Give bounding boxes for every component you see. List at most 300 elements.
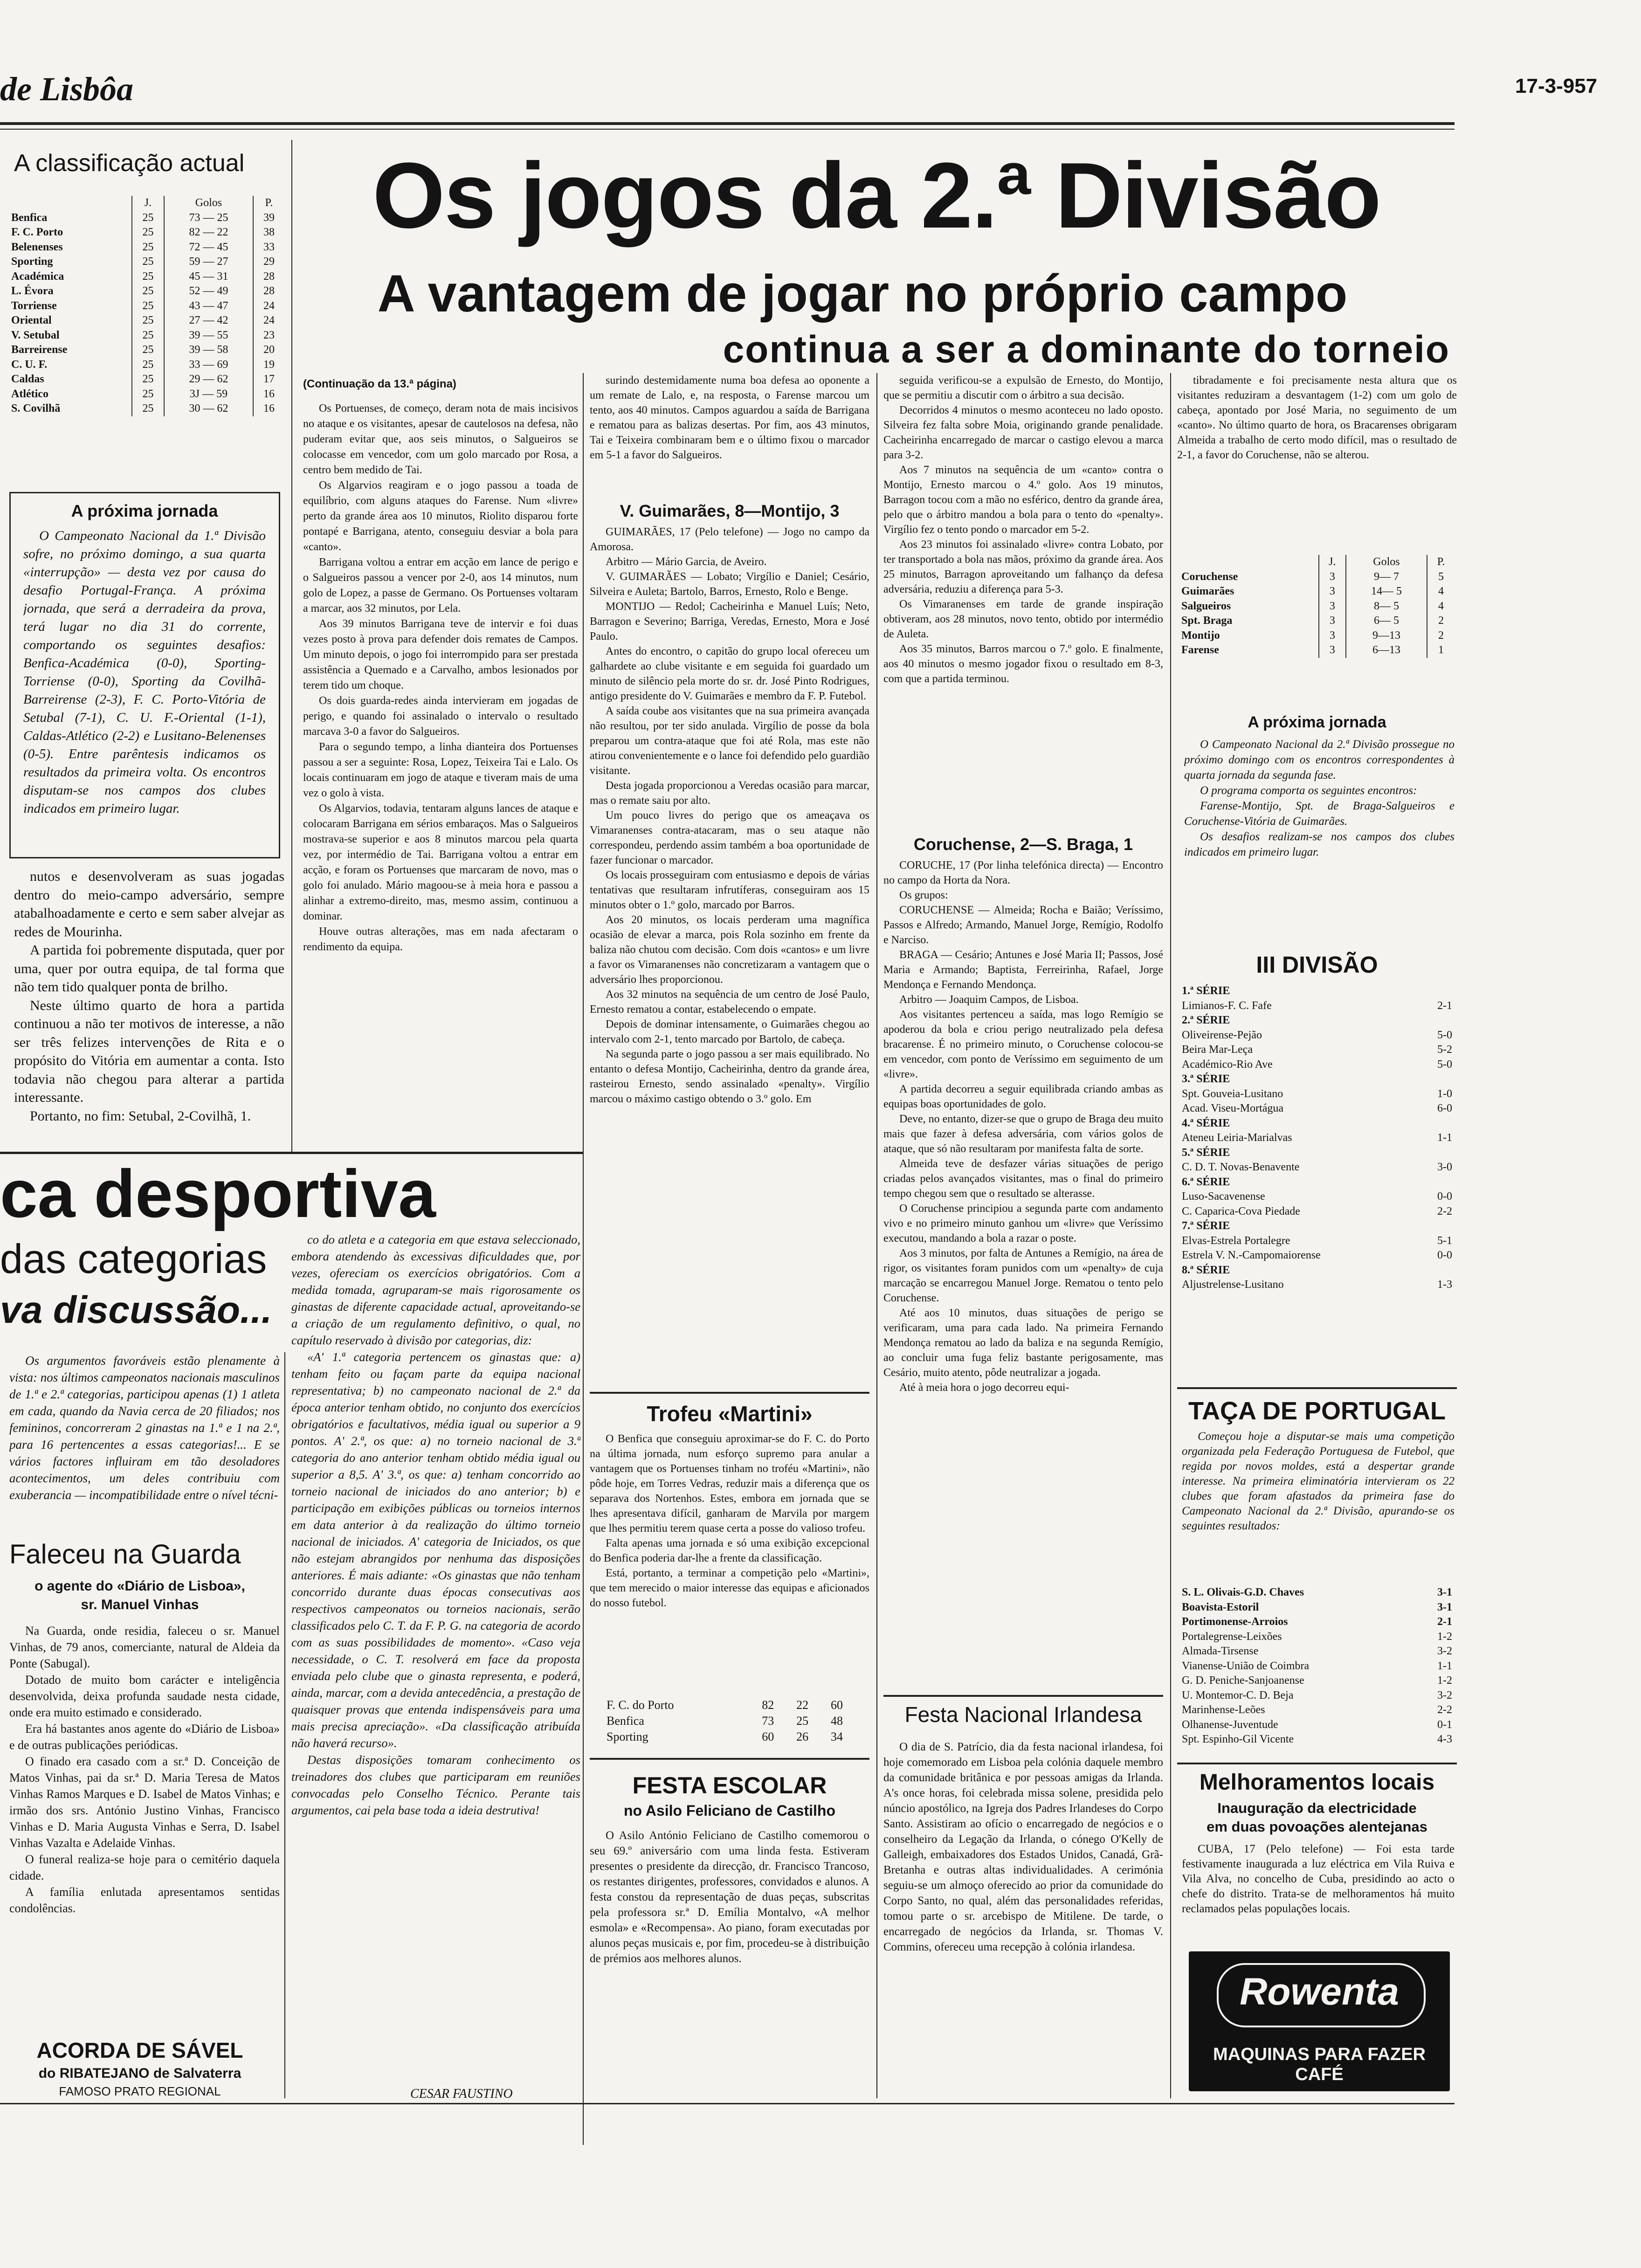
standings-row: [9, 240, 284, 255]
taca-result-row: [1182, 1600, 1452, 1615]
taca-result-row: [1182, 1718, 1452, 1733]
standings-goals: 3J — 59: [164, 387, 253, 402]
article-paragraph: Começou hoje a disputar-se mais uma competição organizada pela Federação Portuguesa de Futebol, que regida por novos moldes, está a despertar grande interesse. Na primeira eliminatória intervieram os 22 clubes que foram afastados da primeira fase do Campeonato Nacional da 2.ª Divisão, apurando-se os seguintes resultados:: [1182, 1430, 1455, 1532]
masthead-rule-thin: [0, 129, 1455, 130]
standings-header-row: [9, 196, 284, 211]
div2-games: 3: [1319, 629, 1346, 643]
standings-points: 28: [253, 284, 284, 299]
article-paragraph: O finado era casado com a sr.ª D. Conceição de Matos Vinhas, pai da sr.ª D. Maria Teresa de Matos Vinhas Ramos Marques e D. Isabel de Matos Vinhas; e irmão dos srs. António Justino Vinhas, Francisco Vinhas e D. Maria Augusta Vinhas e Serra, D. Isabel Vinhas Vazalta e Adelaide Vinhas.: [9, 1755, 280, 1850]
series-match: Estrela V. N.-Campomaiorense: [1182, 1249, 1321, 1261]
div2-team: Montijo: [1181, 629, 1220, 642]
standings-points: 29: [253, 255, 284, 270]
masthead-rule: [0, 122, 1455, 125]
standings-points: 23: [253, 328, 284, 343]
melhoramentos-subheading-1: Inauguração da electricidade: [1217, 1800, 1417, 1816]
article-paragraph: CORUCHENSE — Almeida; Rocha e Baião; Veríssimo, Passos e Alfredo; Armando, Manuel Jorge, Remígio, Rodolfo e Narciso.: [883, 904, 1163, 946]
sub-headline-1: A vantagem de jogar no próprio campo: [377, 264, 1348, 323]
series-score: 6-0: [1437, 1102, 1452, 1114]
article-paragraph: A saída coube aos visitantes que na sua primeira avançada não resultou, por ter sido anulada. Virgílio de posse da bola preparou um contra-ataque que foi até Rola, mas este não atirou convenientemente e o lance foi defendido pelo guardião visitante.: [590, 705, 869, 777]
series-heading: 5.ª SÉRIE: [1182, 1146, 1230, 1159]
standings-row: [9, 299, 284, 314]
standings-points: 17: [253, 372, 284, 387]
article-paragraph: nutos e desenvolveram as suas jogadas dentro do meio-campo adversário, sempre atabalhoadamente e certo e sem saber alvejar as redes de Mourinha.: [14, 869, 284, 940]
taca-match: Vianense-União de Coimbra: [1182, 1660, 1310, 1672]
article-paragraph: BRAGA — Cesário; Antunes e José Maria II; Passos, José Maria e Armando; Baptista, Ferreirinha, Rafael, Jorge Mendonça e Fernando Mendonça.: [883, 949, 1163, 991]
section-rule: [883, 1695, 1163, 1697]
series-score: 5-0: [1437, 1029, 1452, 1041]
taca-result-row: [1182, 1703, 1452, 1718]
trofeu-value: 26: [796, 1730, 809, 1743]
melhoramentos-subheading-2: em duas povoações alentejanas: [1207, 1819, 1427, 1835]
trofeu-value: 48: [831, 1714, 843, 1728]
taca-match: Marinhense-Leões: [1182, 1704, 1265, 1716]
article-paragraph: Os Algarvios, todavia, tentaram alguns lances de ataque e colocaram Barrigana em sérios embaraços. Mas o Salgueiros mostrava-se superior e aos 8 minutos marcou pela quarta vez, por intermédio de Tai. Barrigana voltou a entrar em acção, e foram os Portuenses que marcaram de novo, mas o golo foi anulado. Mário magoou-se à meia hora e passou a alinhar a extremo-direito, mas, mesmo assim, continuou a dominar.: [303, 802, 578, 922]
article-paragraph: A partida decorreu a seguir equilibrada criando ambas as equipas boas oportunidades de golo.: [883, 1083, 1163, 1110]
series-result-row: [1182, 1204, 1452, 1219]
standings-goals: 73 — 25: [164, 211, 253, 226]
series-score: 5-0: [1437, 1058, 1452, 1071]
article-paragraph: O Benfica que conseguiu aproximar-se do F. C. do Porto na última jornada, num esforço supremo para anular a vantagem que os Portuenses tinham no troféu «Martini», não pôde hoje, em Torres Vedras, reduzir mais a diferença que os separava dos Nortenhos. Estes, embora em jornada que se lhes apresentava difícil, ganharam de Marvila por margem que lhes permitiu terem quase certa a posse do valioso trofeu.: [590, 1433, 869, 1535]
taca-score: 1-2: [1437, 1674, 1452, 1687]
standings-games: 25: [132, 284, 164, 299]
article-paragraph: co do atleta e a categoria em que estava seleccionado, embora atendendo às excessivas dificuldades que, por vezes, ofereciam os exercícios obrigatórios. Com a medida tomada, agruparam-se mais rigorosamente os ginastas de diferente capacidade actual, aproveitando-se a criação de um regulamento definitivo, o qual, no capítulo reservado à divisão por categorias, diz:: [291, 1232, 580, 1347]
standings-row: [9, 387, 284, 402]
series-result-row: [1182, 1058, 1452, 1072]
article-paragraph: Falta apenas uma jornada e só uma exibição excepcional do Benfica poderia dar-lhe a frente da classificação.: [590, 1537, 869, 1564]
article-paragraph: Depois de dominar intensamente, o Guimarães chegou ao intervalo com 2-1, tento marcado por Bartolo, de cabeça.: [590, 1018, 869, 1045]
standings-games: 25: [132, 313, 164, 328]
article-paragraph: Aos visitantes pertenceu a saída, mas logo Remígio se apoderou da bola e criou perigo neutralizado pela defesa bracarense. É no primeiro minuto, o Coruchense colocou-se em vencedor, com ponto de Veríssimo em seguimento de um «livre».: [883, 1009, 1163, 1080]
standings-team: L. Évora: [11, 285, 54, 297]
series-result-row: [1182, 1101, 1452, 1116]
trofeu-row: [606, 1697, 848, 1713]
div2-goals: 14— 5: [1346, 584, 1427, 599]
series-score: 0-0: [1437, 1190, 1452, 1203]
series-result-row: [1182, 1160, 1452, 1175]
taca-match: S. L. Olivais-G.D. Chaves: [1182, 1586, 1304, 1598]
standings-goals: 30 — 62: [164, 401, 253, 416]
standings-head-j: J.: [132, 196, 164, 211]
article-paragraph: Aos 23 minutos foi assinalado «livre» contra Lobato, por ter transportado a bola nas mãos, próximo da grande área. Aos 25 minutos, Barragon aproveitando um falhanço da defesa adversária, reduziu a diferença para 5-3.: [883, 539, 1163, 595]
taca-result-row: [1182, 1615, 1452, 1630]
standings-row: [9, 270, 284, 284]
article-paragraph: Aos 39 minutos Barrigana teve de intervir e foi duas vezes posto à prova para defender dois remates de Campos. Um minuto depois, o jogo foi interrompido para ser prestada assistência a Quemado e a Carvalho, ambos lesionados por terem tido um choque.: [303, 618, 578, 691]
series-heading: 1.ª SÉRIE: [1182, 985, 1230, 997]
series-score: 2-2: [1437, 1205, 1452, 1217]
div2-games: 3: [1319, 599, 1346, 614]
div2-games: 3: [1319, 643, 1346, 658]
series-heading: 4.ª SÉRIE: [1182, 1117, 1230, 1129]
game-heading-guimaraes-montijo: V. Guimarães, 8—Montijo, 3: [620, 501, 840, 520]
series-heading: 6.ª SÉRIE: [1182, 1175, 1230, 1188]
article-paragraph: Na segunda parte o jogo passou a ser mais equilibrado. No entanto o defesa Montijo, Cacheirinha, dentro da grande área, rasteirou Ernesto, sendo assinalado «penalty». Virgílio marcou o máximo castigo obtendo o 3.º golo. Em: [590, 1048, 869, 1105]
author-signature: CESAR FAUSTINO: [410, 2087, 513, 2101]
div2-goals: 6— 5: [1346, 614, 1427, 629]
standings-games: 25: [132, 387, 164, 402]
article-paragraph: Um pouco livres do perigo que os ameaçava os Vimaranenses contra-atacaram, mas o seu ataque não correspondeu, perdendo assim também a boa oportunidade de fazer funcionar o marcador.: [590, 809, 869, 866]
festa-irlandesa-heading: Festa Nacional Irlandesa: [904, 1702, 1142, 1727]
acorda-ad-subtitle: do RIBATEJANO de Salvaterra: [38, 2066, 241, 2081]
article-paragraph: Decorridos 4 minutos o mesmo aconteceu no lado oposto. Silveira fez falta sobre Moia, originando grande penalidade. Cacheirinha encarregado de marcar o castigo elevou a marca para 3-2.: [883, 404, 1163, 461]
article-paragraph: Houve outras alterações, mas em nada afectaram o rendimento da equipa.: [303, 926, 578, 953]
proxima-jornada-text: [23, 527, 266, 849]
standings-row: [9, 284, 284, 299]
taca-match: Spt. Espinho-Gil Vicente: [1182, 1733, 1294, 1745]
rowenta-tagline: MAQUINAS PARA FAZER CAFÉ: [1213, 2045, 1426, 2084]
series-match: Elvas-Estrela Portalegre: [1182, 1234, 1290, 1247]
series-match: Acad. Viseu-Mortágua: [1182, 1102, 1284, 1114]
article-paragraph: Os Algarvios reagiram e o jogo passou a toada de equilíbrio, com alguns ataques do Farense. Num «livre» perto da grande área aos 10 minutos, Riolito disparou forte pontapé e Barrigana, atento, conseguiu desviar a bola para «canto».: [303, 479, 578, 553]
article-paragraph: O Campeonato Nacional da 2.ª Divisão prossegue no próximo domingo com os encontros correspondentes à quarta jornada da segunda fase.: [1184, 738, 1455, 781]
series-match: Ateneu Leiria-Marialvas: [1182, 1132, 1292, 1144]
series-result-row: [1182, 1131, 1452, 1146]
taca-score: 1-1: [1437, 1660, 1452, 1672]
article-paragraph: Aos 7 minutos na sequência de um «canto» contra o Montijo, Ernesto marcou o 4.º golo. Aos 19 minutos, Barragon tocou com a mão no esférico, dentro da grande área, pelo que o árbitro mandou a bola para o tento do «penalty». Virgílio fez o tento pondo o marcador em 5-2.: [883, 464, 1163, 536]
series-score: 1-0: [1437, 1087, 1452, 1100]
second-division-head-p: P.: [1427, 555, 1455, 570]
standings-points: 24: [253, 299, 284, 314]
series-heading: 3.ª SÉRIE: [1182, 1073, 1230, 1085]
article-paragraph: Os Vimaranenses em tarde de grande inspiração obtiveram, aos 28 minutos, novo tento, obtido por intermédio de Auleta.: [883, 598, 1163, 640]
trofeu-row: [606, 1729, 848, 1745]
taca-match: Olhanense-Juventude: [1182, 1718, 1278, 1731]
proxima-jornada-2-text: [1184, 737, 1455, 947]
div2-points: 2: [1427, 629, 1455, 643]
series-match: Limianos-F. C. Fafe: [1182, 999, 1272, 1012]
taca-score: 3-2: [1437, 1689, 1452, 1701]
trofeu-team: Sporting: [607, 1730, 648, 1743]
taca-score: 2-2: [1437, 1704, 1452, 1716]
trofeu-value: 60: [762, 1730, 774, 1743]
standings-points: 39: [253, 211, 284, 226]
second-division-head-j: J.: [1319, 555, 1346, 570]
article-paragraph: Aos 3 minutos, por falta de Antunes a Remígio, na área de rigor, os visitantes foram punidos com um «penalty» de cuja marcação se encarregou Manuel Jorge. Rematou o tento pelo Coruchense.: [883, 1247, 1163, 1304]
standings-games: 25: [132, 240, 164, 255]
standings-row: [9, 255, 284, 270]
taca-score: 3-1: [1437, 1601, 1452, 1613]
series-score: 1-3: [1437, 1279, 1452, 1291]
proxima-jornada-title: A próxima jornada: [71, 501, 218, 520]
div2-points: 1: [1427, 643, 1455, 658]
melhoramentos-text: [1182, 1842, 1455, 1935]
article-paragraph: Deve, no entanto, dizer-se que o grupo de Braga deu muito mais que fazer à defesa adversária, com vários golos de ataque, que só não resultaram por manifesta falta de sorte.: [883, 1113, 1163, 1155]
div2-points: 2: [1427, 614, 1455, 629]
div2-games: 3: [1319, 584, 1346, 599]
standings-points: 28: [253, 270, 284, 284]
standings-team: Atlético: [11, 387, 48, 400]
series-result-row: [1182, 1189, 1452, 1204]
desportiva-band-headline: ca desportiva: [0, 1156, 436, 1231]
standings-title: A classificação actual: [14, 150, 245, 177]
article-paragraph: Os grupos:: [899, 889, 948, 901]
series-result-row: [1182, 1043, 1452, 1058]
standings-team: Torriense: [11, 299, 57, 312]
standings-row: [9, 372, 284, 387]
article-paragraph: Destas disposições tomaram conhecimento os treinadores dos clubes que participaram em reuniões convocadas pelo Conselho Técnico. Perante tais argumentos, cai pela base toda a ideia destrutiva!: [291, 1753, 580, 1817]
article-paragraph: surindo destemidamente numa boa defesa ao oponente a um remate de Lalo, e, na resposta, o Farense marcou um tento, aos 40 minutos. Campos aguardou a saída de Barrigana e rematou para as balizas desertas. Por fim, aos 43 minutos, Tai e Teixeira combinaram bem e o último fixou o marcador em 5-1 a favor do Salgueiros.: [590, 374, 869, 461]
column-rule: [583, 373, 584, 2145]
article-paragraph: Antes do encontro, o capitão do grupo local ofereceu um galhardete ao clube visitante e em seguida foi guardado um minuto de silêncio pela morte do sr. dr. José Pinto Rodrigues, antigo presidente do V. Guimarães e membro da F. P. Futebol.: [590, 645, 869, 702]
series-result-row: [1182, 1087, 1452, 1102]
article-paragraph: Os Portuenses, de começo, deram nota de mais incisivos no ataque e os visitantes, apesar de cautelosos na defesa, não puderam evitar que, aos seis minutos, o Salgueiros se colocasse em vencedor, com um golo marcado por Rosa, a centro bem medido de Tai.: [303, 402, 578, 476]
column-rule: [876, 373, 877, 2098]
proxima-jornada-paragraph: O Campeonato Nacional da 1.ª Divisão sofre, no próximo domingo, a sua quarta «interrupção» — desta vez por causa do desafio Portugal-França. A próxima jornada, que será a derradeira da prova, terá lugar no dia 31 do corrente, comportando os seguintes desafios: Benfica-Académica (0-0), Sporting-Torriense (0-0), Sporting da Covilhã-Barreirense (2-3), F. C. Porto-Vitória de Setubal (7-1), C. U. F.-Oriental (1-1), Caldas-Atlético (2-2) e Lusitano-Belenenses (0-5). Entre parêntesis indicamos os resultados da primeira volta. Os encontros disputam-se nos campos dos clubes indicados em primeiro lugar.: [23, 528, 266, 816]
series-match: Académico-Rio Ave: [1182, 1058, 1273, 1071]
column-c-game: [883, 858, 1163, 1688]
div2-games: 3: [1319, 570, 1346, 585]
taca-match: U. Montemor-C. D. Beja: [1182, 1689, 1294, 1701]
article-paragraph: Arbitro — Joaquim Campos, de Lisboa.: [899, 994, 1079, 1006]
desportiva-right-text: [291, 1231, 580, 2080]
standings-team: V. Setubal: [11, 329, 60, 341]
festa-escolar-heading: FESTA ESCOLAR: [632, 1772, 827, 1798]
series-score: 5-1: [1437, 1234, 1452, 1247]
standings-games: 25: [132, 372, 164, 387]
article-paragraph: Farense-Montijo, Spt. de Braga-Salgueiros e Coruchense-Vitória de Guimarães.: [1184, 800, 1455, 828]
series-score: 2-1: [1437, 999, 1452, 1012]
series-match: Beira Mar-Leça: [1182, 1044, 1253, 1056]
article-paragraph: V. GUIMARÃES — Lobato; Virgílio e Daniel; Cesário, Silveira e Auleta; Bartolo, Barros, Ernesto, Rolo e Benge.: [590, 571, 869, 598]
standings-games: 25: [132, 255, 164, 270]
taca-result-row: [1182, 1630, 1452, 1645]
standings-games: 25: [132, 343, 164, 358]
article-paragraph: GUIMARÃES, 17 (Pelo telefone) — Jogo no campo da Amorosa.: [590, 526, 869, 553]
series-heading: 7.ª SÉRIE: [1182, 1220, 1230, 1232]
article-paragraph: O programa comporta os seguintes encontros:: [1200, 784, 1417, 797]
trofeu-value: 60: [831, 1698, 843, 1712]
series-match: Spt. Gouveia-Lusitano: [1182, 1087, 1283, 1100]
sub-headline-2: continua a ser a dominante do torneio: [723, 328, 1450, 371]
trofeu-martini-table: [606, 1697, 848, 1745]
masthead-paper-name: de Lisbôa: [0, 70, 133, 108]
column-rule: [284, 1352, 285, 2098]
article-paragraph: Os argumentos favoráveis estão plenamente à vista: nos últimos campeonatos nacionais masculinos de 1.ª e 2.ª categorias, participou apenas (1) 1 atleta em cada, quando da Navia cerca de 20 filiados; nos femininos, concorreram 2 ginastas na 1.ª e 1 na 2.ª, para 16 pertencentes a essas categorias!... E se vários factores influiram em tão desoladores acontecimentos, um deles contribuiu com exuberancia — incompatibilidade entre o nível técni-: [9, 1354, 280, 1502]
desportiva-subhead-1: das categorias: [0, 1236, 267, 1282]
standings-team: Caldas: [11, 373, 44, 385]
acorda-ad-subtitle-2: FAMOSO PRATO REGIONAL: [59, 2084, 221, 2098]
standings-points: 16: [253, 387, 284, 402]
taca-result-row: [1182, 1585, 1452, 1600]
second-division-row: [1179, 599, 1455, 614]
column-b-game: [590, 525, 869, 1336]
continuation-label: (Continuação da 13.ª página): [303, 378, 456, 390]
standings-team: S. Covilhã: [11, 402, 61, 415]
standings-row: [9, 211, 284, 226]
article-paragraph: Os dois guarda-redes ainda intervieram em jogadas de perigo, e quando foi assinalado o intervalo o resultado marcava 3-0 a favor do Salgueiros.: [303, 695, 578, 738]
column-a: [303, 401, 578, 1152]
div2-team: Guimarães: [1181, 585, 1234, 597]
standings-games: 25: [132, 358, 164, 373]
third-division-results: [1182, 984, 1452, 1293]
taca-result-row: [1182, 1688, 1452, 1703]
standings-team: C. U. F.: [11, 358, 48, 371]
festa-escolar-subheading: no Asilo Feliciano de Castilho: [624, 1802, 835, 1819]
taca-result-row: [1182, 1673, 1452, 1688]
article-paragraph: «A' 1.ª categoria pertencem os ginastas que: a) tenham feito ou façam parte da equipa nacional representativa; b) no campeonato nacional de 2.ª da época anterior tenham obtido, no conjunto dos exercícios obrigatórios e facultativos, média igual ou superior a 9 pontos. A' 2.ª, os que: a) no torneio nacional de 3.ª categoria do ano anterior tenham obtido média igual ou superior a 8,5. A' 3.ª, os que: a) tenham concorrido ao torneio nacional de iniciados do ano anterior; b) e participação em exibições públicas ou torneios internos em data anterior à da realização do último torneio nacional de iniciados. A' categoria de Iniciados, os que não estejam abrangidos por nenhuma das disposições anteriores. É mais adiante: «Os ginastas que não tenham concorrido durante duas épocas consecutivas aos respectivos campeonatos ou torneios nacionais, serão classificados pelo C. T. da F. P. G. na categoria de acordo com as suas possibilidades de momento». «Caso veja necessidade, o C. T. resolverá em face da proposta enviada pelo clube que o ginasta representa, e poderá, ainda, marcar, com a devida antecedência, a prestação de quaisquer provas que entenda indispensáveis para uma mais precisa apreciação». «Da classificação atribuída não haverá recurso».: [291, 1350, 580, 1750]
column-d-top: [1177, 373, 1457, 550]
article-paragraph: Está, portanto, a terminar a competição pelo «Martini», que tem merecido o maior interesse das equipas e aficionados do nosso futebol.: [590, 1567, 869, 1609]
taca-score: 4-3: [1437, 1733, 1452, 1745]
article-paragraph: Barrigana voltou a entrar em acção em lance de perigo e o Salgueiros passou a vencer por 2-0, aos 14 minutos, num golo de Lopez, a passe de Germano. Os Portuenses voltaram a marcar, aos 32 minutos, por Lela.: [303, 556, 578, 615]
article-paragraph: Aos 32 minutos na sequência de um centro de José Paulo, Ernesto rematou a contar, estabelecendo o empate.: [590, 989, 869, 1016]
series-match: Luso-Sacavenense: [1182, 1190, 1265, 1203]
standings-goals: 29 — 62: [164, 372, 253, 387]
trofeu-value: 82: [762, 1698, 774, 1712]
article-paragraph: MONTIJO — Redol; Cacheirinha e Manuel Luís; Neto, Barragon e Severino; Barriga, Veredas, Ernesto, Mora e José Paulo.: [590, 601, 869, 643]
left-column-end: [14, 867, 284, 1152]
div2-team: Salgueiros: [1181, 600, 1231, 612]
series-score: 1-1: [1437, 1132, 1452, 1144]
second-division-table: [1179, 555, 1455, 658]
article-paragraph: O Asilo António Feliciano de Castilho comemorou o seu 69.º aniversário com uma linda festa. Estiveram presentes o presidente da direcção, dr. Francisco Trancoso, os restantes dirigentes, professores, convidados e alunos. A festa constou da representação de duas peças, subscritas pela professora sr.ª D. Emília Montalvo, «A melhor esmola» e «Recompensa». Ao piano, foram executadas por alunos peças musicais e, por fim, procedeu-se à distribuição de prémios aos melhores alunos.: [590, 1829, 869, 1965]
article-paragraph: Até à meia hora o jogo decorreu equi-: [899, 1382, 1069, 1394]
series-result-row: [1182, 1248, 1452, 1263]
column-b-top: [590, 373, 869, 494]
article-paragraph: A partida foi pobremente disputada, quer por uma, quer por outra equipa, de tal forma que não tem tido qualquer ponta de brilho.: [14, 942, 284, 995]
standings-goals: 82 — 22: [164, 225, 253, 240]
third-division-heading: III DIVISÃO: [1256, 952, 1378, 978]
standings-goals: 39 — 58: [164, 343, 253, 358]
standings-row: [9, 225, 284, 240]
rowenta-brand: Rowenta: [1240, 1971, 1399, 2013]
standings-goals: 33 — 69: [164, 358, 253, 373]
div2-team: Farense: [1181, 644, 1219, 656]
series-result-row: [1182, 999, 1452, 1014]
standings-points: 24: [253, 313, 284, 328]
standings-team: F. C. Porto: [11, 226, 63, 238]
melhoramentos-heading: Melhoramentos locais: [1199, 1770, 1435, 1795]
div2-goals: 6—13: [1346, 643, 1427, 658]
standings-points: 16: [253, 401, 284, 416]
festa-irlandesa-text: [883, 1739, 1163, 2094]
standings-row: [9, 343, 284, 358]
taca-match: Boavista-Estoril: [1182, 1601, 1259, 1613]
article-paragraph: Era há bastantes anos agente do «Diário de Lisboa» e de outras publicações periódicas.: [9, 1722, 280, 1752]
article-paragraph: Até aos 10 minutos, duas situações de perigo se verificaram, uma para cada lado. Na primeira Fernando Mendonça rematou ao lado da baliza e na segunda Remígio, ao concluir uma fuga feliz bastante perigosamente, mas Cesário, muito atento, pôde neutralizar a jogada.: [883, 1307, 1163, 1379]
second-division-row: [1179, 570, 1455, 585]
article-paragraph: CUBA, 17 (Pelo telefone) — Foi esta tarde festivamente inaugurada a luz eléctrica em Vila Ruiva e Vila Alva, no concelho de Cuba, presidindo ao acto o chefe do distrito. Trata-se de melhoramentos há muito reclamados pelas populações locais.: [1182, 1843, 1455, 1915]
obituary-title: Faleceu na Guarda: [9, 1539, 241, 1570]
trofeu-martini-text: [590, 1431, 869, 1693]
div2-goals: 9— 7: [1346, 570, 1427, 585]
standings-head-golos: Golos: [164, 196, 253, 211]
standings-games: 25: [132, 270, 164, 284]
standings-goals: 27 — 42: [164, 313, 253, 328]
div2-points: 4: [1427, 584, 1455, 599]
article-paragraph: O dia de S. Patrício, dia da festa nacional irlandesa, foi hoje comemorado em Lisboa pela colónia daquele membro da comunidade britânica e por pessoas amigas da Irlanda. A's once horas, foi celebrada missa solene, presidida pelo núncio apostólico, na Igreja dos Padres Irlandeses do Corpo Santo. Assistiram ao ofício o encarregado de negócios e o conselheiro da Legação da Irlanda, o cónego O'Kelly de Galleigh, embaixadores dos Estados Unidos, Canadá, Grã-Bretanha e outras altas individualidades. A cerimónia seguiu-se um almoço oferecido ao prior da comunidade do Corpo Santo, no qual, além das personalidades referidas, tomou parte o sr. arcebispo de Mitilene. De tarde, o encarregado de negócios da Irlanda, sr. Thomas V. Commins, ofereceu uma recepção à colónia irlandesa.: [883, 1741, 1163, 1953]
festa-escolar-text: [590, 1828, 869, 2089]
series-match: C. D. T. Novas-Benavente: [1182, 1161, 1300, 1173]
standings-goals: 39 — 55: [164, 328, 253, 343]
standings-team: Académica: [11, 270, 64, 283]
taca-match: G. D. Peniche-Sanjoanense: [1182, 1674, 1304, 1687]
taca-match: Almada-Tirsense: [1182, 1645, 1259, 1657]
masthead-date: 17-3-957: [1515, 75, 1598, 97]
taca-result-row: [1182, 1659, 1452, 1674]
taca-match: Portalegrense-Leixões: [1182, 1630, 1282, 1643]
taca-result-row: [1182, 1644, 1452, 1659]
series-match: Aljustrelense-Lusitano: [1182, 1279, 1284, 1291]
div2-points: 5: [1427, 570, 1455, 585]
second-division-row: [1179, 614, 1455, 629]
desportiva-subhead-2: va discussão...: [0, 1289, 272, 1331]
standings-points: 19: [253, 358, 284, 373]
standings-games: 25: [132, 401, 164, 416]
second-division-head-golos: Golos: [1346, 555, 1427, 570]
taca-score: 0-1: [1437, 1718, 1452, 1731]
second-division-header-row: [1179, 555, 1455, 570]
article-paragraph: CORUCHE, 17 (Por linha telefónica directa) — Encontro no campo da Horta da Nora.: [883, 859, 1163, 886]
series-score: 5-2: [1437, 1044, 1452, 1056]
trofeu-row: [606, 1713, 848, 1729]
article-paragraph: Desta jogada proporcionou a Veredas ocasião para marcar, mas o remate saiu por alto.: [590, 780, 869, 807]
column-c-top: [883, 373, 1163, 835]
standings-team: Oriental: [11, 314, 52, 326]
standings-goals: 52 — 49: [164, 284, 253, 299]
column-rule: [291, 140, 292, 1152]
series-result-row: [1182, 1234, 1452, 1249]
series-heading: 2.ª SÉRIE: [1182, 1014, 1230, 1026]
article-paragraph: Portanto, no fim: Setubal, 2-Covilhã, 1.: [30, 1108, 251, 1124]
article-paragraph: tibradamente e foi precisamente nesta altura que os visitantes reduziram a desvantagem (1-2) com um golo de cabeça, apontado por José Maria, no seguimento de um «canto». No último quarto de hora, os Bracarenses obrigaram Almeida a trabalho de certo modo difícil, mas o resultado de 2-1, a favor do Coruchense, não se alterou.: [1177, 374, 1457, 461]
game-heading-coruchense-braga: Coruchense, 2—S. Braga, 1: [913, 835, 1133, 854]
rowenta-advertisement: [1189, 1951, 1450, 2091]
article-paragraph: Aos 35 minutos, Barros marcou o 7.º golo. E finalmente, aos 40 minutos o mesmo jogador fixou o resultado em 8-3, com que a partida terminou.: [883, 643, 1163, 685]
acorda-ad-title: ACORDA DE SÁVEL: [36, 2038, 243, 2062]
taca-score: 2-1: [1437, 1616, 1452, 1628]
proxima-jornada-2-title: A próxima jornada: [1248, 713, 1386, 731]
standings-row: [9, 401, 284, 416]
article-paragraph: Dotado de muito bom carácter e inteligência desenvolvida, deixa profunda saudade nesta cidade, onde era muito estimado e considerado.: [9, 1673, 280, 1719]
trofeu-value: 34: [831, 1730, 843, 1743]
standings-goals: 72 — 45: [164, 240, 253, 255]
standings-games: 25: [132, 328, 164, 343]
standings-games: 25: [132, 211, 164, 226]
obituary-subtitle-2: sr. Manuel Vinhas: [81, 1597, 199, 1612]
article-paragraph: A família enlutada apresentamos sentidas condolências.: [9, 1885, 280, 1915]
second-division-row: [1179, 643, 1455, 658]
standings-table: [9, 196, 284, 416]
series-match: C. Caparica-Cova Piedade: [1182, 1205, 1300, 1217]
trofeu-value: 22: [796, 1698, 809, 1712]
article-paragraph: O Coruchense principiou a segunda parte com andamento vivo e no primeiro minuto ganhou um «livre» que Veríssimo executou, mandando a bola a razar o poste.: [883, 1203, 1163, 1245]
standings-row: [9, 313, 284, 328]
div2-team: Spt. Braga: [1181, 615, 1233, 627]
series-match: Oliveirense-Pejão: [1182, 1029, 1262, 1041]
trofeu-team: F. C. do Porto: [607, 1698, 674, 1712]
section-rule: [1177, 1387, 1457, 1389]
taca-result-row: [1182, 1732, 1452, 1747]
obituary-text: [9, 1623, 280, 2033]
main-headline: Os jogos da 2.ª Divisão: [372, 144, 1380, 248]
standings-points: 38: [253, 225, 284, 240]
standings-games: 25: [132, 225, 164, 240]
taca-score: 3-2: [1437, 1645, 1452, 1657]
article-paragraph: Para o segundo tempo, a linha dianteira dos Portuenses passou a ser a seguinte: Rosa, Lopez, Teixeira Tai e Lalo. Os locais continuaram em jogo de ataque e tiveram mais de uma vez o golo à vista.: [303, 741, 578, 799]
standings-team: Barreirense: [11, 344, 68, 356]
div2-goals: 9—13: [1346, 629, 1427, 643]
article-paragraph: Na Guarda, onde residia, faleceu o sr. Manuel Vinhas, de 79 anos, comerciante, natural de Aldeia da Ponte (Sabugal).: [9, 1624, 280, 1670]
standings-goals: 59 — 27: [164, 255, 253, 270]
taca-portugal-heading: TAÇA DE PORTUGAL: [1188, 1397, 1446, 1425]
taca-portugal-results: [1182, 1585, 1452, 1747]
div2-points: 4: [1427, 599, 1455, 614]
standings-goals: 43 — 47: [164, 299, 253, 314]
article-paragraph: Neste último quarto de hora a partida continuou a não ter motivos de interesse, a não ser três felizes intervenções de Rita e o propósito do Vitória em aumentar a conta. Isto todavia não chegou para alterar a partida interessante.: [14, 997, 284, 1105]
taca-portugal-intro: [1182, 1429, 1455, 1583]
second-division-row: [1179, 584, 1455, 599]
bottom-rule: [0, 2103, 1455, 2104]
